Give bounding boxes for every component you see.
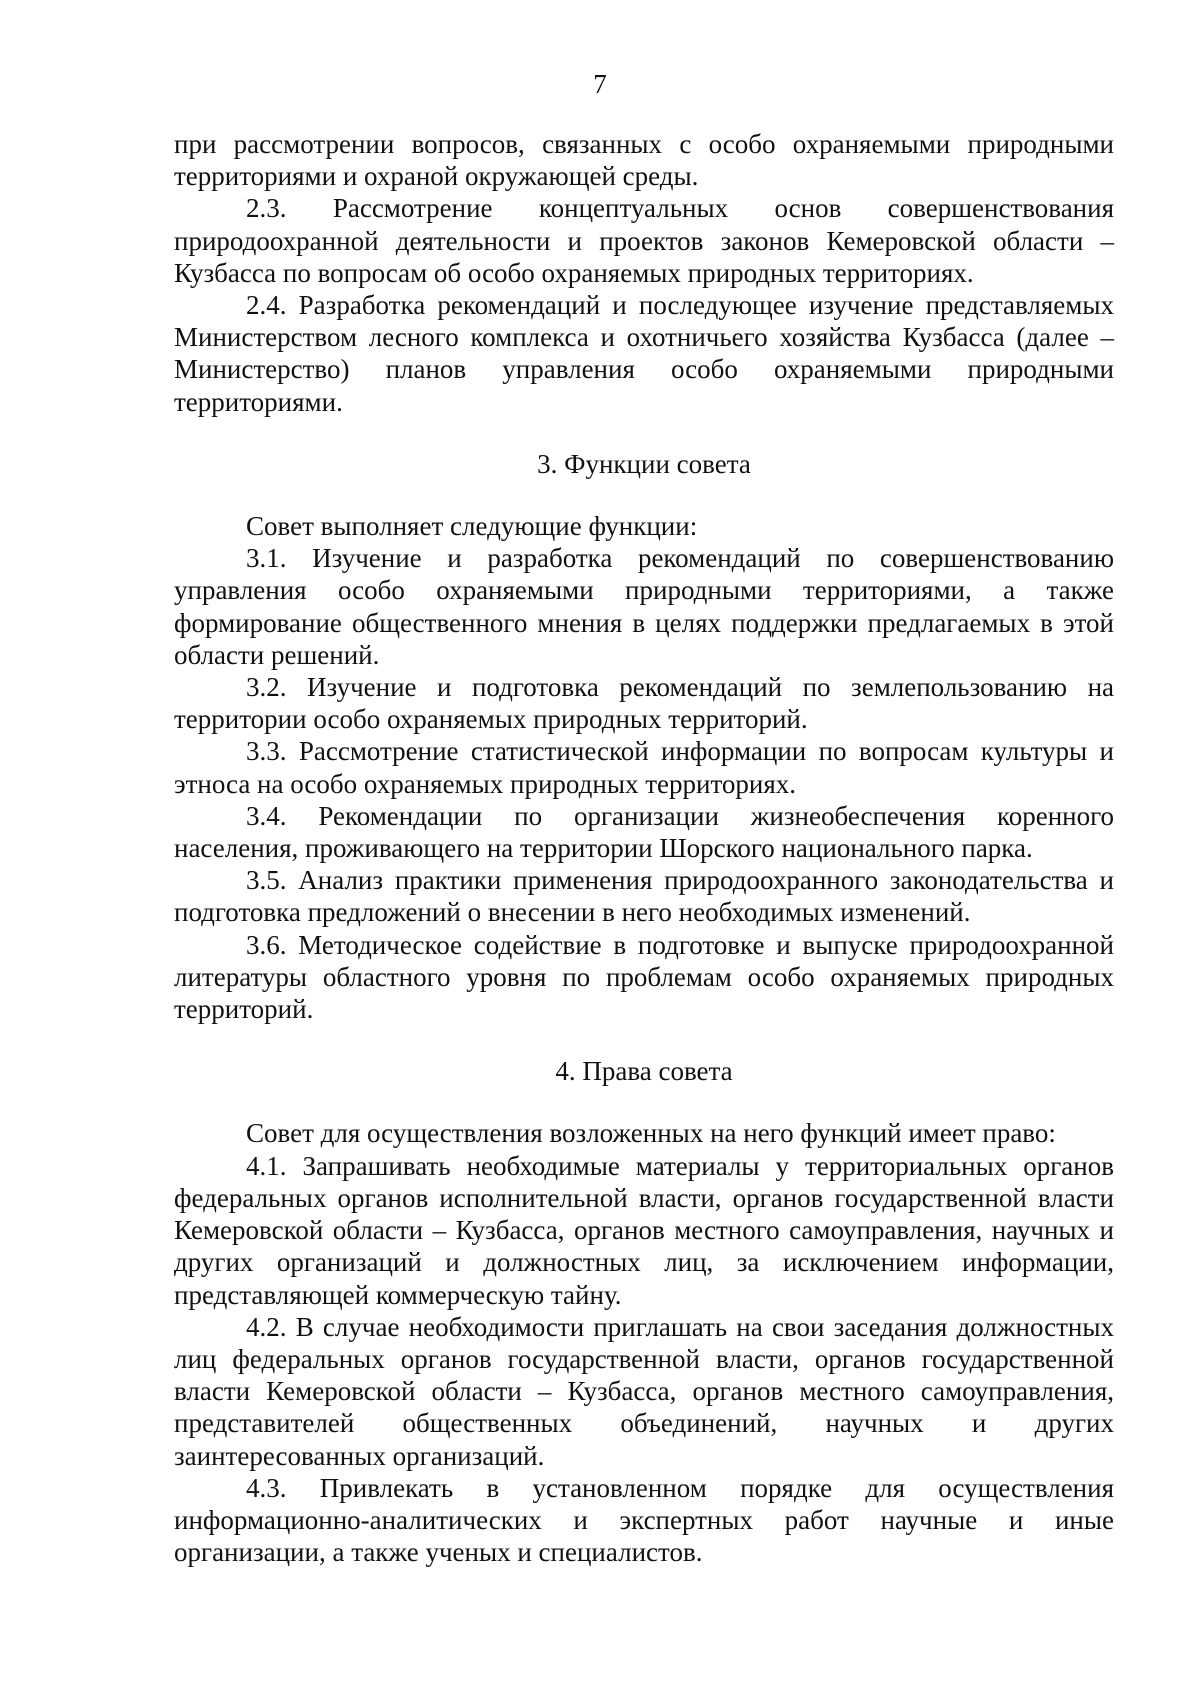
paragraph-continuation: при рассмотрении вопросов, связанных с особо охраняемыми природными территориями и охраной окружающей среды. xyxy=(174,129,1114,192)
section-3-lead: Совет выполняет следующие функции: xyxy=(246,511,698,542)
clause-2-4: 2.4. Разработка рекомендаций и последующее изучение представляемых Министерством лесного комплекса и охотничьего хозяйства Кузбасса (далее – Министерство) планов управления особо охраняемыми природными территориями. xyxy=(174,290,1114,417)
clause-4-3: 4.3. Привлекать в установленном порядке для осуществления информационно-аналитических и экспертных работ научные и иные организации, а также ученых и специалистов. xyxy=(174,1472,1114,1568)
clause-3-3: 3.3. Рассмотрение статистической информации по вопросам культуры и этноса на особо охраняемых природных территориях. xyxy=(174,736,1114,799)
clause-4-2: 4.2. В случае необходимости приглашать на свои заседания должностных лиц федеральных органов государственной власти, органов государственной власти Кемеровской области – Кузбасса, органов местного самоуправления, представителей общественных объединений, научных и других заинтересованных организаций. xyxy=(174,1311,1114,1471)
page-number: 7 xyxy=(593,69,607,99)
clause-3-5: 3.5. Анализ практики применения природоохранного законодательства и подготовка предложений о внесении в него необходимых изменений. xyxy=(174,865,1114,928)
clause-3-6: 3.6. Методическое содействие в подготовке и выпуске природоохранной литературы областного уровня по проблемам особо охраняемых природных территорий. xyxy=(174,929,1114,1025)
section-4-heading: 4. Права совета xyxy=(555,1056,733,1087)
clause-4-1: 4.1. Запрашивать необходимые материалы у территориальных органов федеральных органов исполнительной власти, органов государственной власти Кемеровской области – Кузбасса, органов местного самоуправления, научных и других организаций и должностных лиц, за исключением информации, представляющей коммерческую тайну. xyxy=(174,1150,1114,1310)
clause-3-2: 3.2. Изучение и подготовка рекомендаций по землепользованию на территории особо охраняемых природных территорий. xyxy=(174,672,1114,735)
clause-2-3: 2.3. Рассмотрение концептуальных основ совершенствования природоохранной деятельности и проектов законов Кемеровской области – Кузбасса по вопросам об особо охраняемых природных территориях. xyxy=(174,193,1114,288)
section-3-heading: 3. Функции совета xyxy=(537,448,751,479)
clause-3-1: 3.1. Изучение и разработка рекомендаций по совершенствованию управления особо охраняемыми природными территориями, а также формирование общественного мнения в целях поддержки предлагаемых в этой области решений. xyxy=(174,543,1114,670)
clause-3-4: 3.4. Рекомендации по организации жизнеобеспечения коренного населения, проживающего на территории Шорского национального парка. xyxy=(174,800,1114,864)
document-body xyxy=(174,128,1114,1568)
section-4-lead: Совет для осуществления возложенных на него функций имеет право: xyxy=(246,1118,1056,1149)
